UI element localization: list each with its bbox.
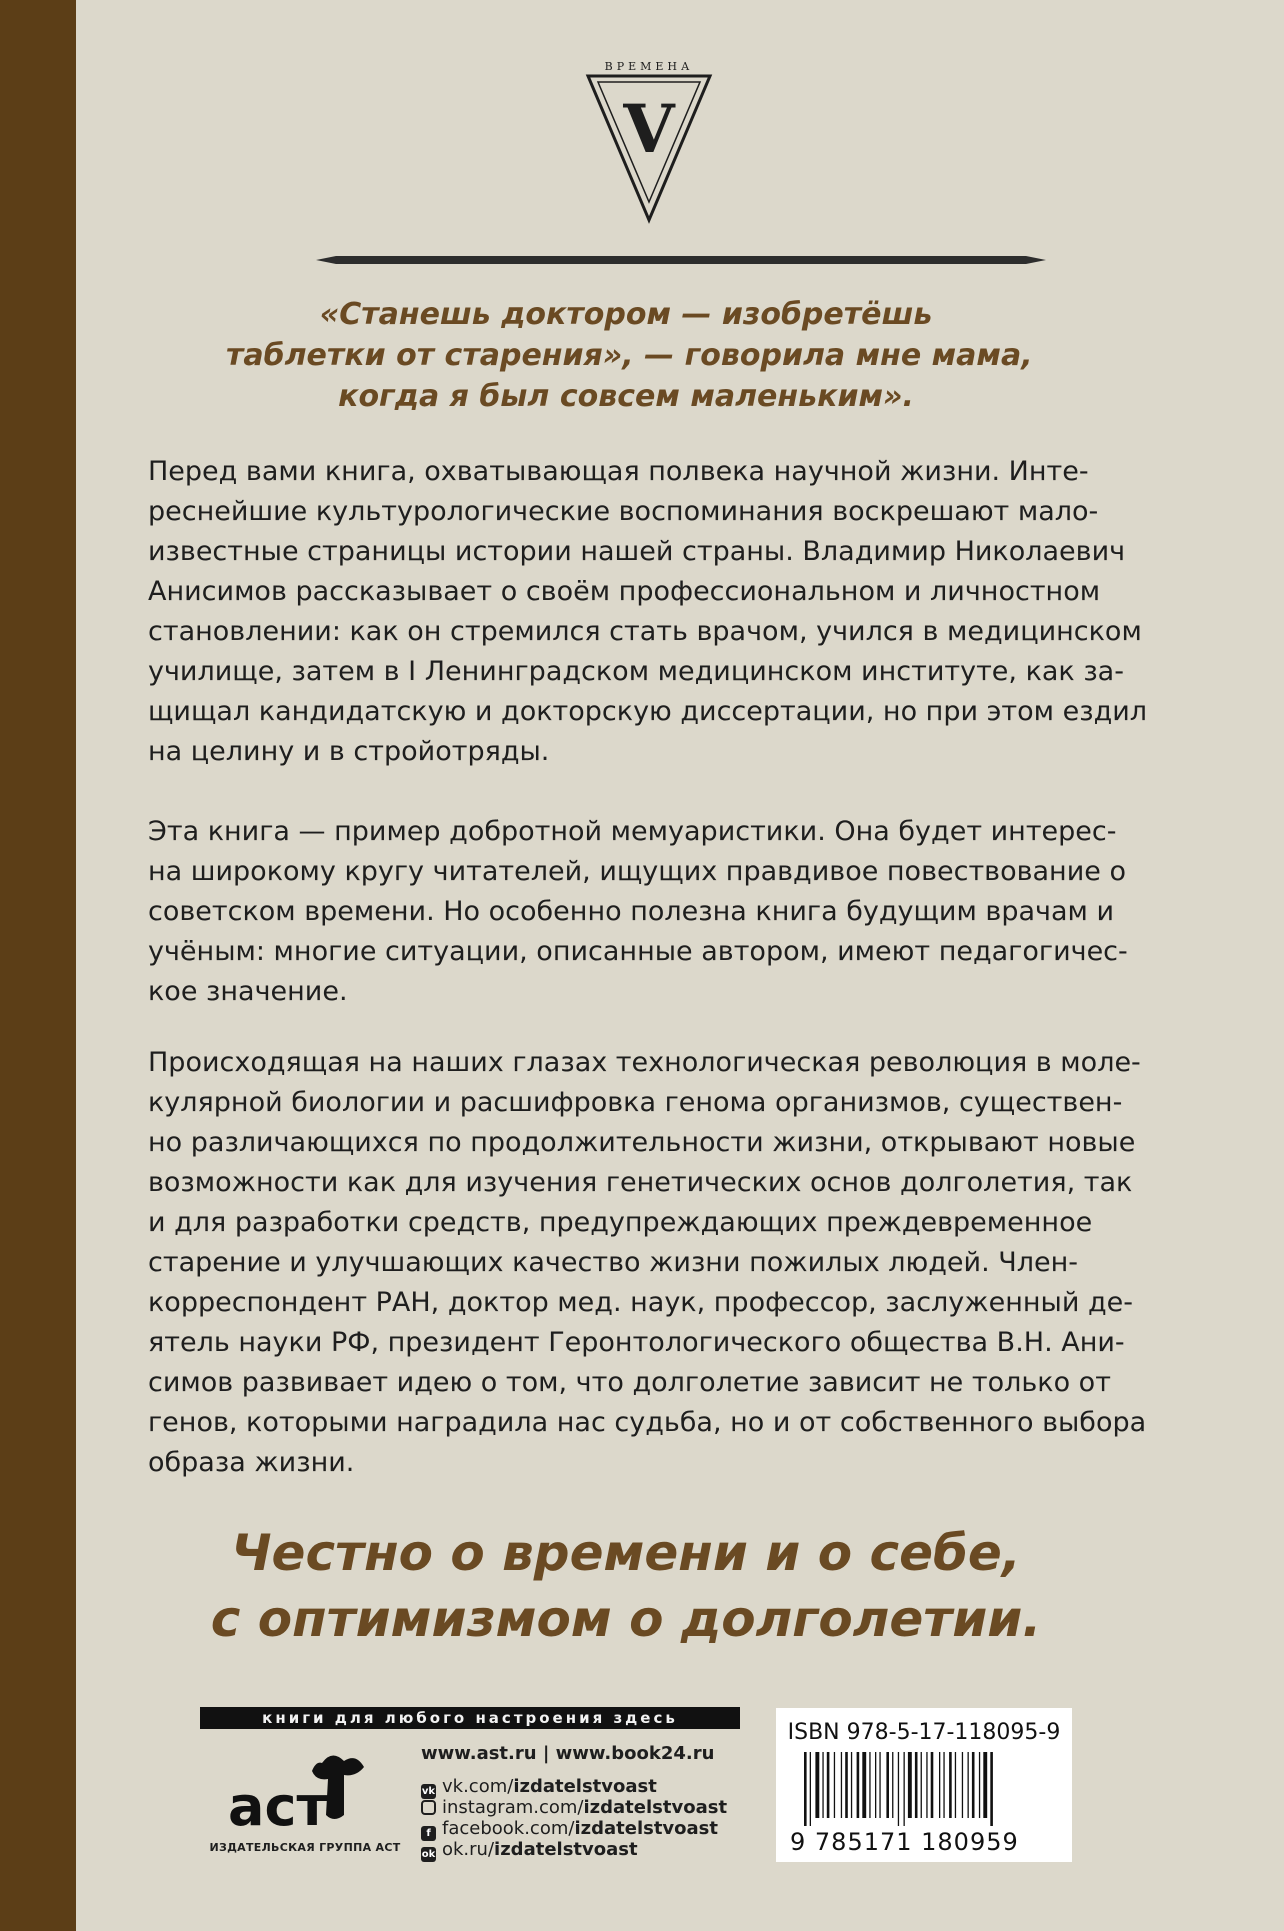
social-handle: izdatelstvoast [494, 1839, 638, 1860]
text-line: Эта книга — пример добротной мемуаристики. Она будет интерес- [148, 816, 1117, 847]
text-line: Анисимов рассказывает о своём профессиональном и личностном [148, 576, 1101, 607]
publisher-name: ИЗДАТЕЛЬСКАЯ ГРУППА АСТ [209, 1841, 401, 1854]
barcode-bar [886, 1752, 889, 1818]
barcode-bar [908, 1752, 912, 1818]
text-line: кое значение. [148, 976, 348, 1007]
barcode-bar [845, 1752, 848, 1818]
social-link-vk[interactable] [421, 1776, 727, 1797]
vk-icon: vk [421, 1786, 436, 1797]
barcode-bar [869, 1752, 870, 1818]
text-line: но различающихся по продолжительности жизни, открывают новые [148, 1127, 1136, 1158]
barcode-bar [851, 1752, 852, 1818]
quote-line: «Станешь доктором — изобретёшь [319, 297, 933, 332]
barcode-bar [815, 1752, 819, 1818]
text-line: становлении: как он стремился стать врачом, учился в медицинском [148, 616, 1142, 647]
tagline [176, 1520, 1076, 1652]
barcode-bar [904, 1752, 905, 1826]
social-prefix: vk.com/ [442, 1776, 514, 1797]
barcode-bar [968, 1752, 969, 1818]
text-line: кулярной биологии и расшифровка генома организмов, существен- [148, 1087, 1123, 1118]
social-links [421, 1776, 727, 1860]
ok-icon: ok [421, 1849, 436, 1860]
barcode-bar [990, 1752, 993, 1826]
barcode-bar [921, 1752, 922, 1818]
publisher-logo-text: аст [228, 1775, 328, 1838]
text-line: реснейшие культурологические воспоминания воскрешают мало- [148, 496, 1099, 527]
text-line: генов, которыми наградила нас судьба, но и от собственного выбора [148, 1407, 1147, 1438]
text-line: и для разработки средств, предупреждающих преждевременное [148, 1207, 1093, 1238]
text-line: учёным: многие ситуации, описанные автором, имеют педагогичес- [148, 936, 1128, 967]
slogan-bar: книги для любого настроения здесь [200, 1707, 740, 1729]
text-line: образа жизни. [148, 1447, 355, 1478]
barcode-bar [939, 1752, 940, 1818]
ast-logo-icon [200, 1745, 410, 1839]
barcode-bar [810, 1752, 811, 1826]
text-line: Перед вами книга, охватывающая полвека научной жизни. Интe- [148, 456, 1089, 487]
barcode-bar [915, 1752, 918, 1818]
text-line: старение и улучшающих качество жизни пожилых людей. Член- [148, 1247, 1079, 1278]
text-line: советском времени. Но особенно полезна книга будущим врачам и [148, 896, 1115, 927]
series-logo [584, 56, 714, 226]
text-line: возможности как для изучения генетических основ долголетия, так [148, 1167, 1133, 1198]
barcode-bar [857, 1752, 860, 1818]
social-link-ok[interactable] [421, 1839, 727, 1860]
text-line: на целину и в стройотряды. [148, 736, 550, 767]
facebook-icon: f [421, 1826, 436, 1841]
decorative-divider [316, 254, 1046, 266]
description-paragraph-2 [148, 812, 1214, 1012]
quote-line: таблетки от старения», — говорила мне мама, [226, 338, 1033, 373]
barcode-bar [841, 1752, 842, 1818]
series-logo-letter: V [623, 90, 675, 168]
text-line: училище, затем в I Ленинградском медицинском институте, как за- [148, 656, 1124, 687]
text-line: на широкому кругу читателей, ищущих правдивое повествование о [148, 856, 1126, 887]
social-prefix: instagram.com/ [442, 1797, 584, 1818]
description-paragraph-3 [148, 1043, 1214, 1483]
barcode-icon [802, 1752, 1046, 1826]
text-line: известные страницы истории нашей страны. Владимир Николаевич [148, 536, 1126, 567]
social-handle: izdatelstvoast [513, 1776, 657, 1797]
barcode-bar [822, 1752, 823, 1818]
back-cover [76, 0, 1284, 1931]
social-handle: izdatelstvoast [574, 1818, 718, 1839]
barcode-bar [983, 1752, 987, 1818]
barcode-bar [962, 1752, 963, 1818]
series-logo-caption: ВРЕМЕНА [604, 60, 694, 73]
publisher-logo [200, 1745, 410, 1865]
barcode-bar [804, 1752, 807, 1826]
barcode-digits: 9 785171 180959 [790, 1828, 1019, 1856]
barcode-bar [955, 1752, 956, 1818]
epigraph-quote [226, 294, 1033, 417]
social-prefix: facebook.com/ [442, 1818, 575, 1839]
barcode-bar [892, 1752, 893, 1818]
barcode-bar [898, 1752, 899, 1826]
quote-line: когда я был совсем маленьким». [338, 379, 914, 414]
tagline-line: с оптимизмом о долголетии. [210, 1590, 1042, 1648]
social-handle: izdatelstvoast [583, 1797, 728, 1818]
barcode-bar [862, 1752, 866, 1818]
social-prefix: ok.ru/ [442, 1839, 495, 1860]
tagline-line: Честно о времени и о себе, [231, 1524, 1021, 1582]
barcode-bar [834, 1752, 835, 1818]
barcode-bar [926, 1752, 927, 1818]
barcode-bar [879, 1752, 880, 1818]
book-spine [0, 0, 76, 1931]
barcode-bar [827, 1752, 830, 1818]
barcode-bar [943, 1752, 944, 1818]
social-link-instagram[interactable] [421, 1797, 727, 1818]
isbn-label: ISBN 978-5-17-118095-9 [787, 1720, 1061, 1745]
description-paragraph-1 [148, 452, 1214, 772]
barcode-bar [949, 1752, 952, 1818]
social-link-facebook[interactable] [421, 1818, 727, 1839]
triangle-v-icon [584, 74, 714, 224]
isbn-barcode-box [776, 1708, 1072, 1862]
barcode-bar [875, 1752, 876, 1818]
barcode-bar [972, 1752, 975, 1818]
text-line: Происходящая на наших глазах технологическая революция в моле- [148, 1047, 1141, 1078]
text-line: ятель науки РФ, президент Геронтологического общества В.Н. Ани- [148, 1327, 1125, 1358]
barcode-bar [979, 1752, 980, 1818]
barcode-bar [931, 1752, 934, 1818]
text-line: симов развивает идею о том, что долголетие зависит не только от [148, 1367, 1111, 1398]
text-line: щищал кандидатскую и докторскую диссертации, но при этом ездил [148, 696, 1148, 727]
text-line: корреспондент РАН, доктор мед. наук, профессор, заслуженный де- [148, 1287, 1133, 1318]
websites: www.ast.ru | www.book24.ru [421, 1743, 715, 1764]
instagram-icon [421, 1800, 436, 1815]
